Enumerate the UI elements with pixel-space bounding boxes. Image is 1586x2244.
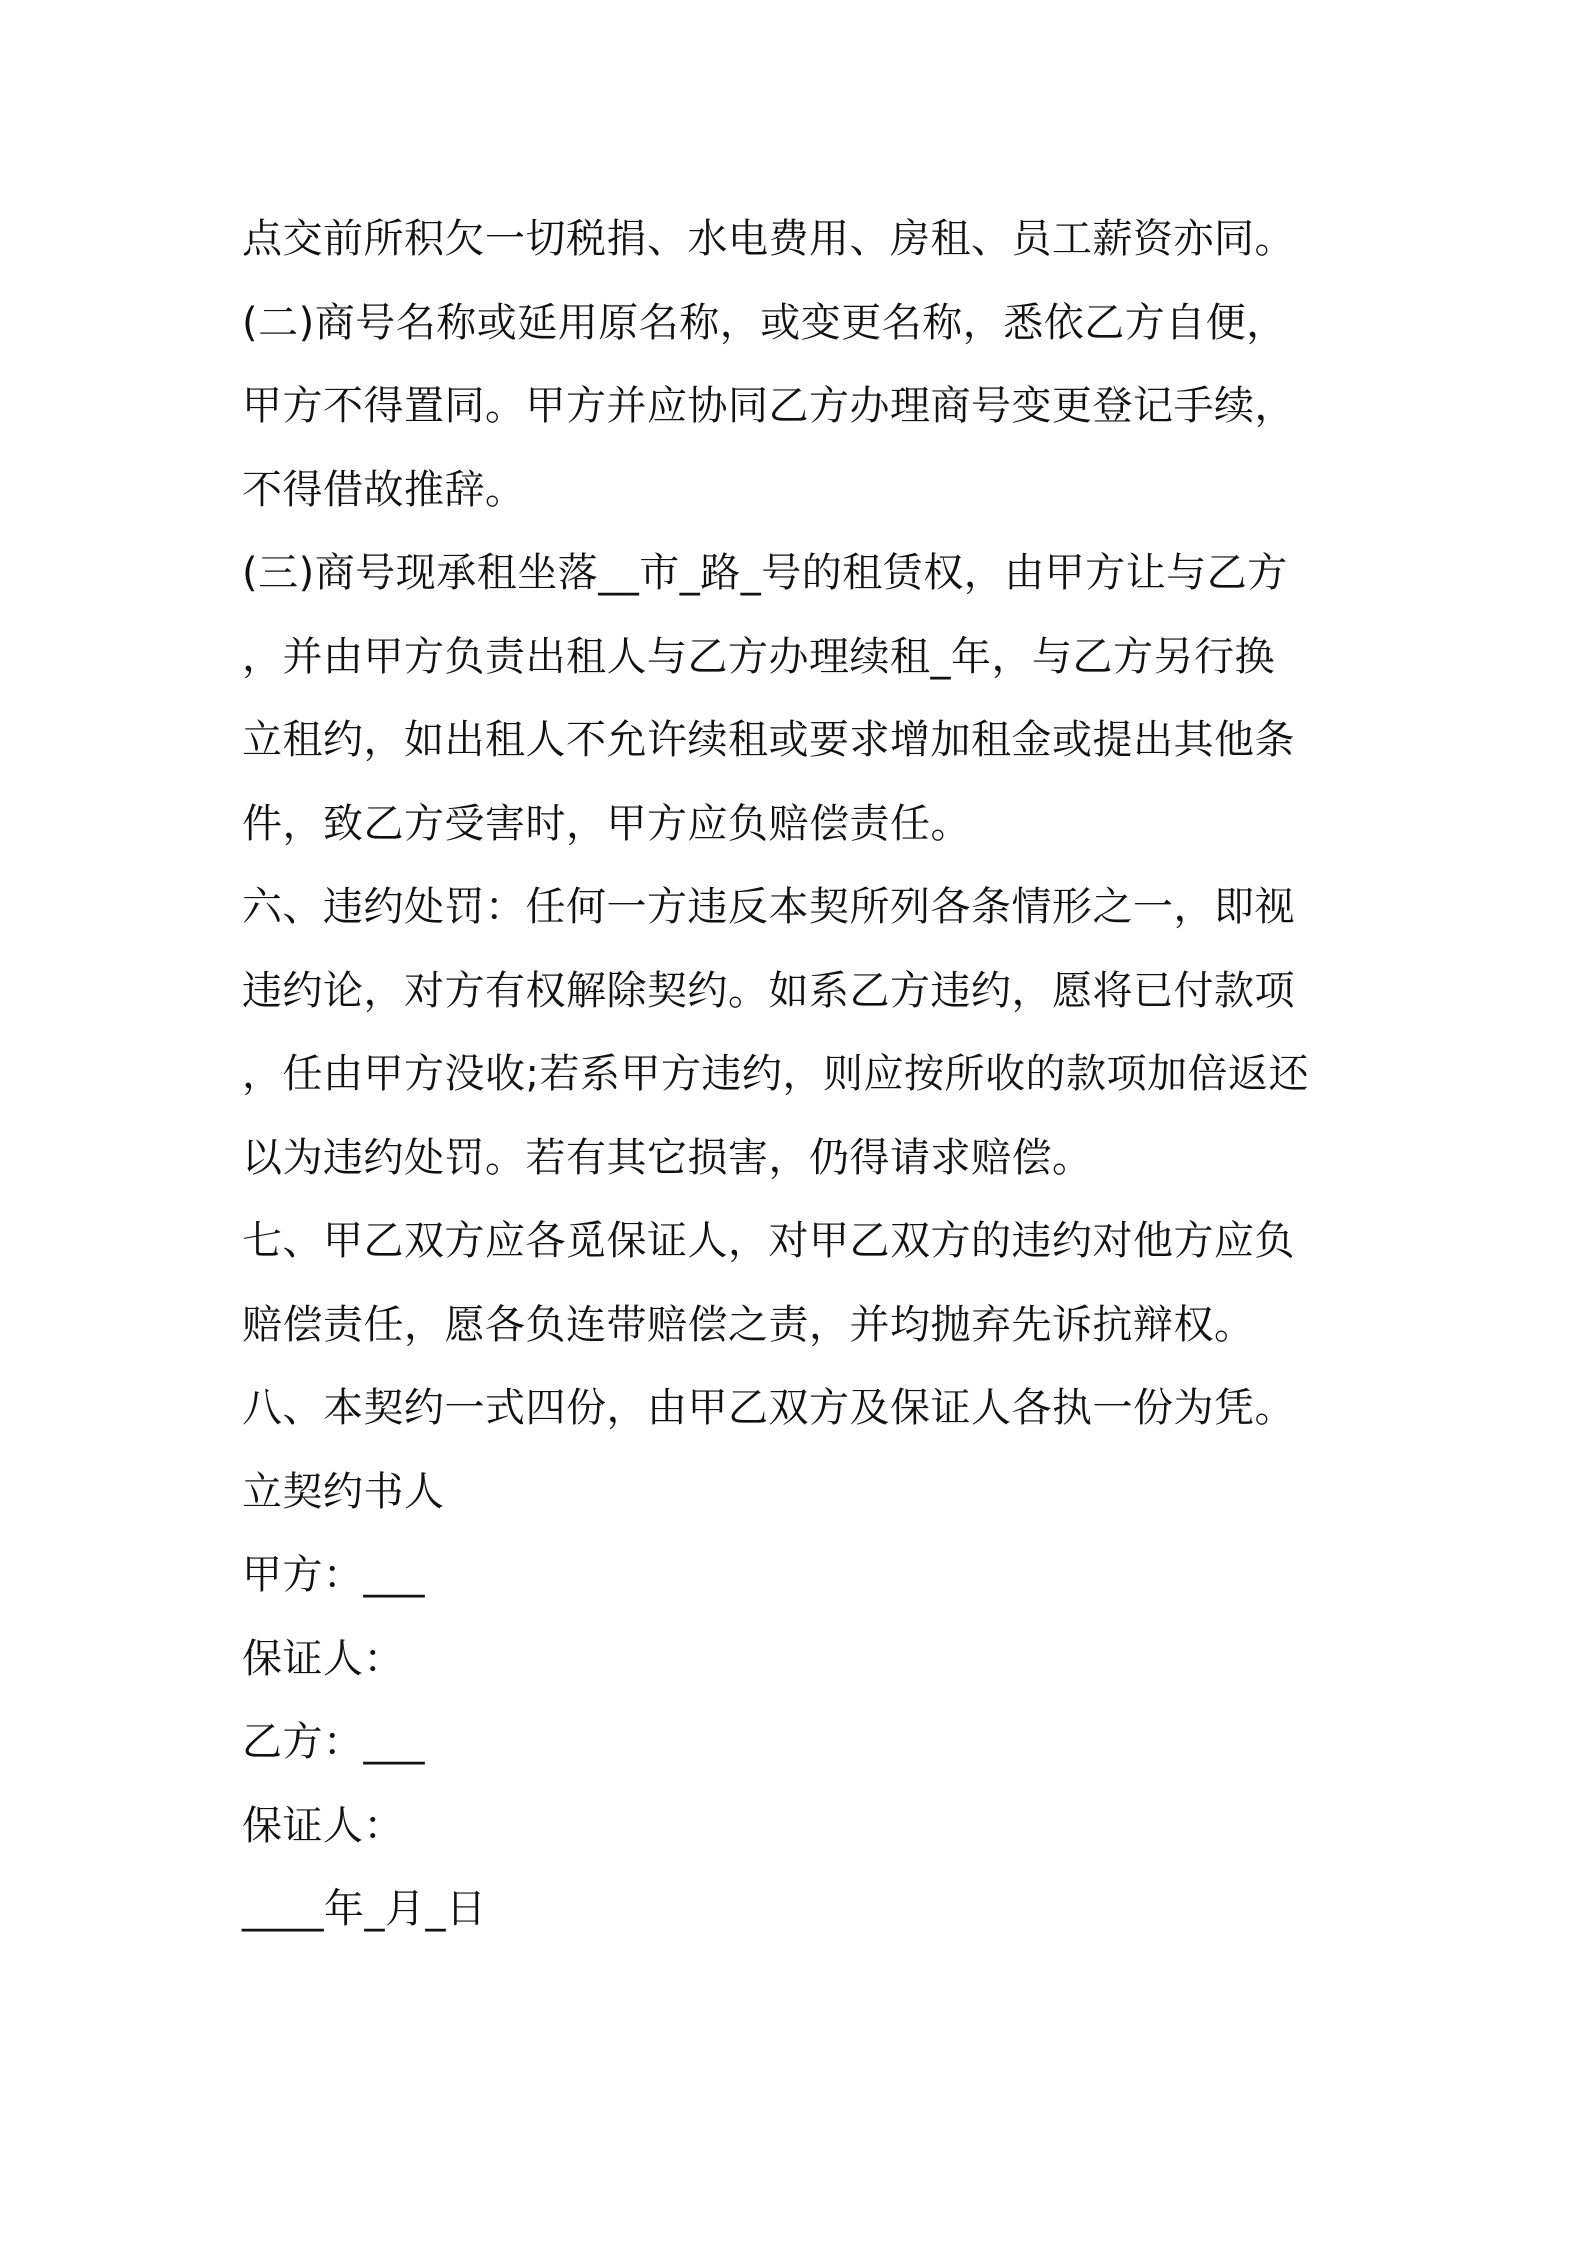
text-line: 以为违约处罚。若有其它损害，仍得请求赔偿。	[242, 1134, 1093, 1181]
text-line: 不得借故推辞。	[242, 466, 526, 513]
party-a-field: 甲方：___	[242, 1552, 425, 1598]
text-line: ，并由甲方负责出租人与乙方办理续租_年，与乙方另行换	[242, 633, 1275, 680]
party-b-field: 乙方：___	[242, 1719, 425, 1765]
text-line: 违约论，对方有权解除契约。如系乙方违约，愿将已付款项	[242, 967, 1295, 1014]
date-field: ____年_月_日	[242, 1886, 487, 1932]
document-body	[242, 198, 1362, 1952]
text-line: 件，致乙方受害时，甲方应负赔偿责任。	[242, 800, 971, 847]
text-line: ，任由甲方没收;若系甲方违约，则应按所收的款项加倍返还	[242, 1051, 1309, 1097]
text-line: (三)商号现承租坐落__市_路_号的租赁权，由甲方让与乙方	[242, 550, 1288, 596]
text-line: 七、甲乙双方应各觅保证人，对甲乙双方的违约对他方应负	[242, 1218, 1295, 1264]
guarantor-a-field: 保证人：	[242, 1635, 404, 1682]
text-line: (二)商号名称或延用原名称，或变更名称，悉依乙方自便，	[242, 299, 1287, 346]
text-line: 赔偿责任，愿各负连带赔偿之责，并均抛弃先诉抗辩权。	[242, 1301, 1255, 1348]
text-line: 立租约，如出租人不允许续租或要求增加租金或提出其他条	[242, 717, 1295, 763]
text-line: 点交前所积欠一切税捐、水电费用、房租、员工薪资亦同。	[242, 216, 1295, 262]
text-line: 八、本契约一式四份，由甲乙双方及保证人各执一份为凭。	[242, 1385, 1295, 1431]
text-line: 六、违约处罚：任何一方违反本契所列各条情形之一，即视	[242, 884, 1295, 930]
guarantor-b-field: 保证人：	[242, 1802, 404, 1849]
text-line: 甲方不得置同。甲方并应协同乙方办理商号变更登记手续，	[242, 383, 1295, 429]
signatory-heading: 立契约书人	[242, 1468, 445, 1515]
